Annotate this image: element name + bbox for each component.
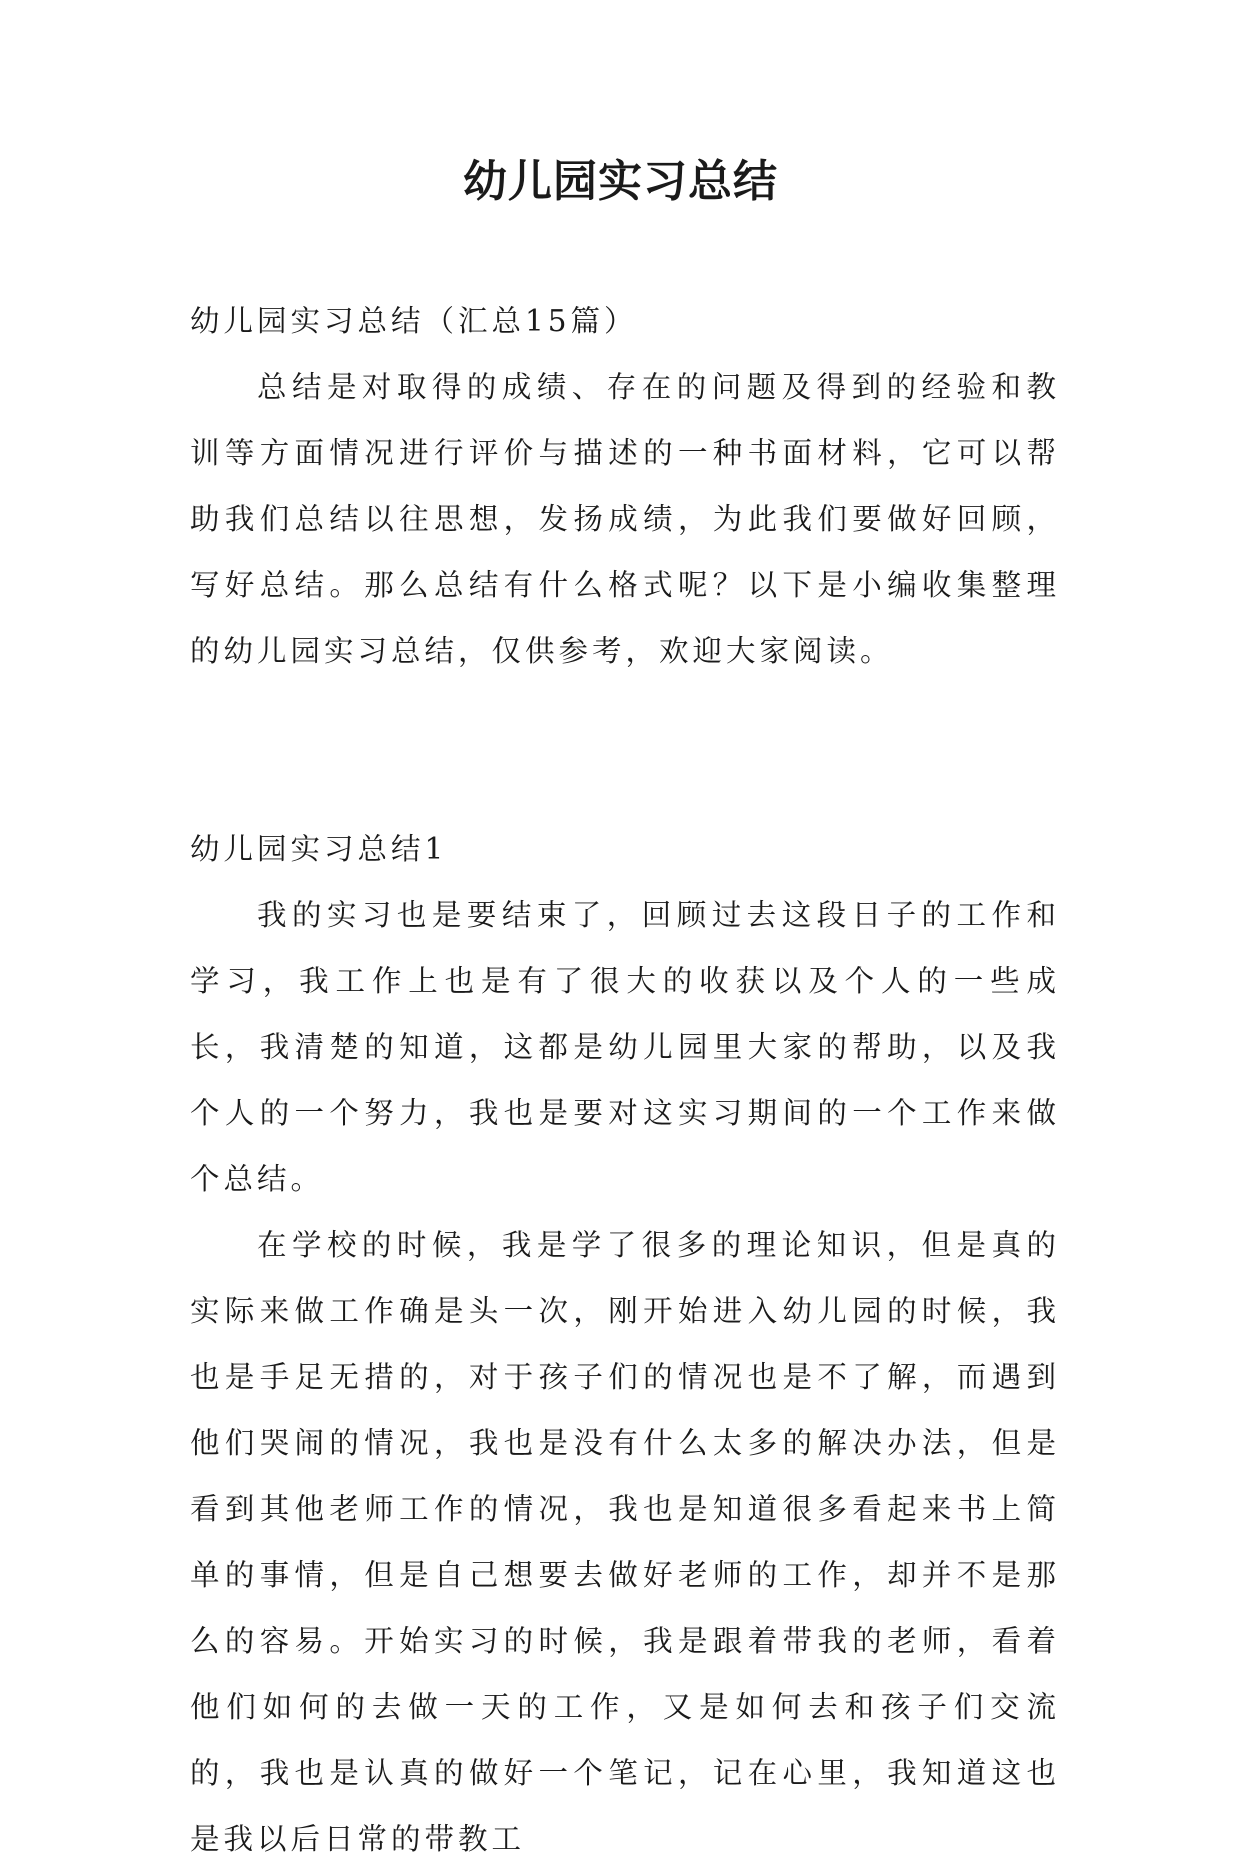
intro-paragraph: 总结是对取得的成绩、存在的问题及得到的经验和教训等方面情况进行评价与描述的一种书面材料，它可以帮助我们总结以往思想，发扬成绩，为此我们要做好回顾，写好总结。那么总结有什么格式呢？以下是小编收集整理的幼儿园实习总结，仅供参考，欢迎大家阅读。	[190, 370, 1060, 668]
body-paragraph: 我的实习也是要结束了，回顾过去这段日子的工作和学习，我工作上也是有了很大的收获以及个人的一些成长，我清楚的知道，这都是幼儿园里大家的帮助，以及我个人的一个努力，我也是要对这实习期间的一个工作来做个总结。	[190, 898, 1060, 1196]
page-title: 幼儿园实习总结	[463, 156, 778, 207]
document-body	[190, 288, 1060, 1872]
document-subtitle: 幼儿园实习总结（汇总15篇）	[190, 304, 638, 338]
section-spacer	[190, 684, 1060, 816]
body-paragraph: 在学校的时候，我是学了很多的理论知识，但是真的实际来做工作确是头一次，刚开始进入幼儿园的时候，我也是手足无措的，对于孩子们的情况也是不了解，而遇到他们哭闹的情况，我也是没有什么太多的解决办法，但是看到其他老师工作的情况，我也是知道很多看起来书上简单的事情，但是自己想要去做好老师的工作，却并不是那么的容易。开始实习的时候，我是跟着带我的老师，看着他们如何的去做一天的工作，又是如何去和孩子们交流的，我也是认真的做好一个笔记，记在心里，我知道这也是我以后日常的带教工	[190, 1228, 1060, 1856]
section-heading: 幼儿园实习总结1	[190, 832, 448, 866]
